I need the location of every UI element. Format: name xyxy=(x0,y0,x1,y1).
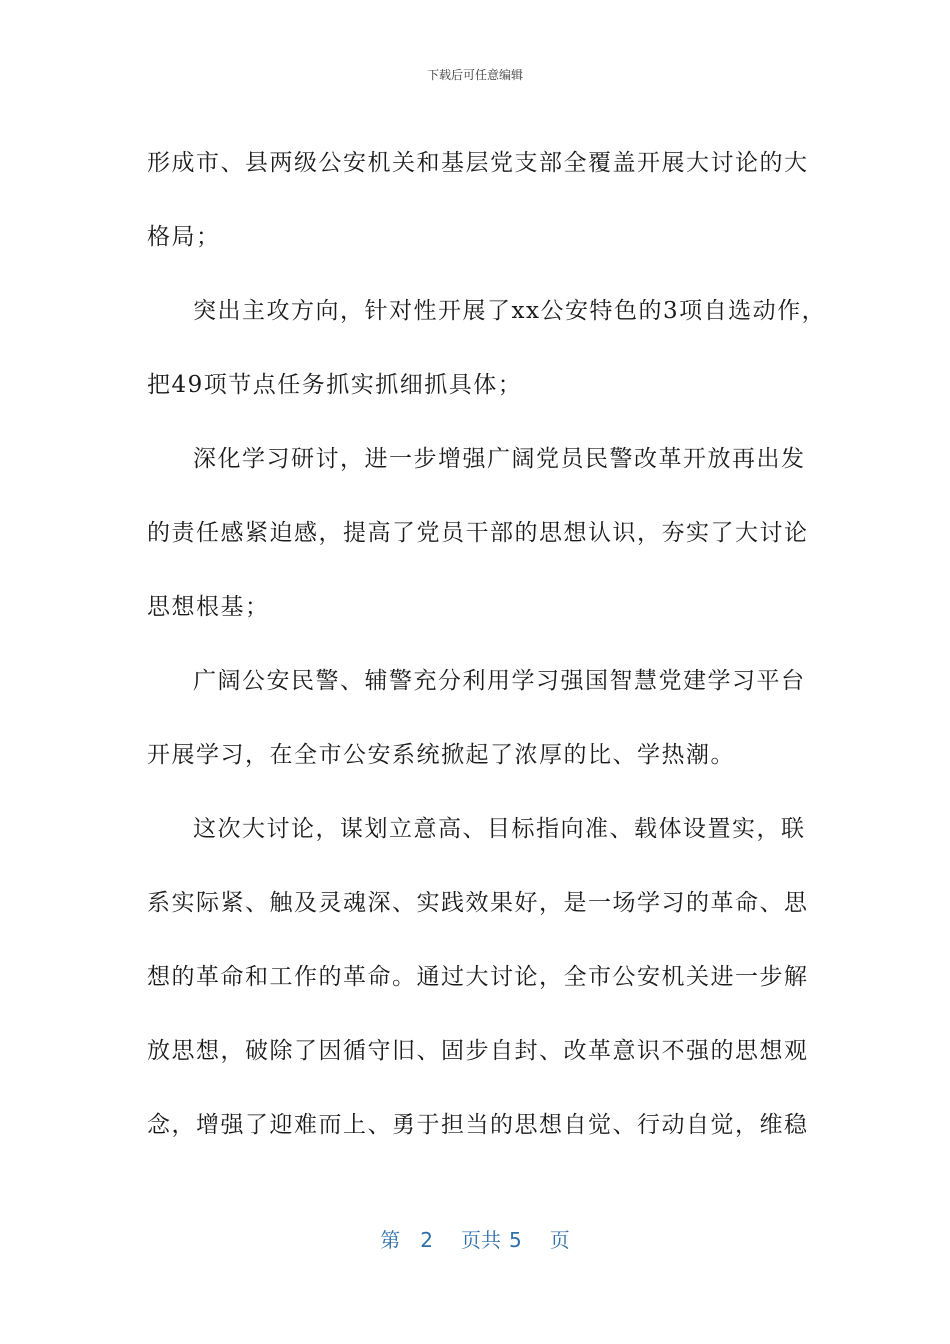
text-line: 念，增强了迎难而上、勇于担当的思想自觉、行动自觉，维稳 xyxy=(147,1112,809,1138)
text-line: 格局； xyxy=(147,224,221,250)
text-line: 开展学习，在全市公安系统掀起了浓厚的比、学热潮。 xyxy=(147,742,735,768)
text-line: 系实际紧、触及灵魂深、实践效果好，是一场学习的革命、思 xyxy=(147,890,809,916)
page-footer xyxy=(0,1224,950,1253)
footer-middle: 页共 xyxy=(461,1228,501,1252)
footer-prefix: 第 xyxy=(380,1228,401,1252)
text-line: 广阔公安民警、辅警充分利用学习强国智慧党建学习平台 xyxy=(193,668,806,694)
page-header: 下载后可任意编辑 xyxy=(426,68,523,82)
text-line: 深化学习研讨，进一步增强广阔党员民警改革开放再出发 xyxy=(193,446,806,472)
text-line: 放思想，破除了因循守旧、固步自封、改革意识不强的思想观 xyxy=(147,1038,809,1064)
text-line: 把49项节点任务抓实抓细抓具体； xyxy=(147,372,523,398)
text-line: 想的革命和工作的革命。通过大讨论，全市公安机关进一步解 xyxy=(147,964,809,990)
total-pages-number: 5 xyxy=(509,1228,522,1252)
text-line: 思想根基； xyxy=(147,594,270,620)
text-line: 的责任感紧迫感，提高了党员干部的思想认识，夯实了大讨论 xyxy=(147,520,809,546)
current-page-number: 2 xyxy=(420,1228,433,1252)
footer-suffix: 页 xyxy=(549,1228,570,1252)
text-line: 形成市、县两级公安机关和基层党支部全覆盖开展大讨论的大 xyxy=(147,150,809,176)
text-line: 这次大讨论，谋划立意高、目标指向准、载体设置实，联 xyxy=(193,816,806,842)
text-line: 突出主攻方向，针对性开展了xx公安特色的3项自选动作， xyxy=(193,298,827,324)
document-body xyxy=(147,126,827,1162)
